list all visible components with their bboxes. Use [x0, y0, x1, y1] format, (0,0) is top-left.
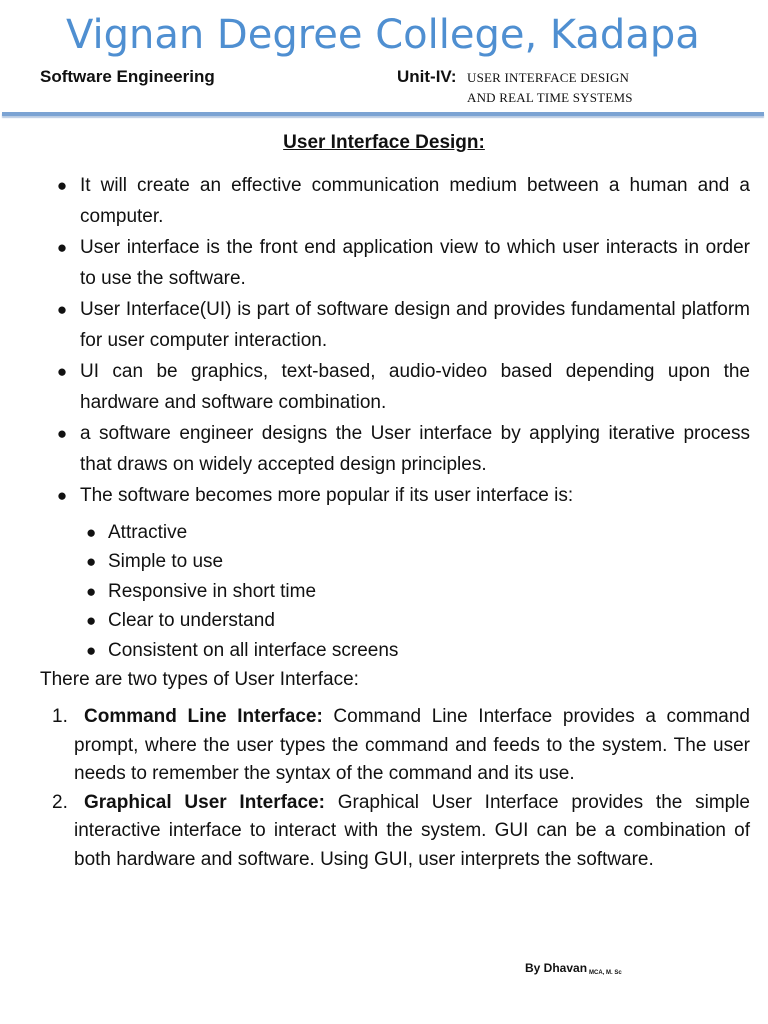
- bullet-dot-icon: ●: [86, 611, 97, 631]
- list-item-text: The software becomes more popular if its user interface is:: [80, 485, 574, 506]
- header-divider: [2, 112, 764, 116]
- list-item: [56, 170, 750, 232]
- author-name: By Dhavan: [525, 961, 588, 975]
- bullet-dot-icon: ●: [56, 176, 68, 195]
- quality-item: [86, 636, 686, 665]
- quality-text: Responsive in short time: [108, 580, 317, 602]
- section-heading: User Interface Design:: [283, 132, 485, 153]
- list-item-text: a software engineer designs the User interface by applying iterative process that draws on widely accepted design principles.: [80, 423, 750, 475]
- list-item: [56, 356, 750, 418]
- footer-author: [525, 960, 622, 981]
- bullet-dot-icon: ●: [86, 552, 97, 572]
- bullet-dot-icon: ●: [56, 486, 68, 505]
- item-term: Graphical User Interface:: [84, 791, 325, 813]
- course-name: Software Engineering: [40, 67, 215, 86]
- list-item-text: User Interface(UI) is part of software design and provides fundamental platform for user computer interaction.: [80, 299, 750, 351]
- quality-item: [86, 606, 686, 635]
- list-item-text: UI can be graphics, text-based, audio-video based depending upon the hardware and software combination.: [80, 361, 750, 413]
- types-intro: There are two types of User Interface:: [40, 669, 359, 690]
- bullet-dot-icon: ●: [86, 581, 97, 601]
- quality-text: Consistent on all interface screens: [108, 639, 399, 661]
- list-item: [56, 418, 750, 480]
- quality-text: Attractive: [108, 522, 188, 543]
- item-term: Command Line Interface:: [84, 706, 323, 727]
- item-number: 1.: [52, 706, 68, 727]
- unit-title-line-2: AND REAL TIME SYSTEMS: [467, 90, 633, 105]
- quality-text: Clear to understand: [108, 610, 275, 632]
- quality-text: Simple to use: [108, 551, 224, 573]
- author-qualifications: MCA, M. Sc: [589, 970, 622, 976]
- interface-type-item: [48, 703, 750, 789]
- unit-title-line-1: USER INTERFACE DESIGN: [467, 70, 630, 85]
- bullet-dot-icon: ●: [56, 424, 68, 443]
- quality-item: [86, 547, 686, 576]
- item-number: 2.: [52, 791, 68, 813]
- list-item: [56, 294, 750, 356]
- bullet-dot-icon: ●: [56, 362, 68, 381]
- list-item-text: User interface is the front end application view to which user interacts in order to use the software.: [80, 237, 750, 289]
- interface-types-list: [48, 703, 750, 874]
- unit-label: Unit-IV:: [397, 67, 457, 86]
- bullet-dot-icon: ●: [56, 300, 68, 319]
- list-item-text: It will create an effective communication medium between a human and a computer.: [80, 175, 750, 227]
- main-bullet-list: [56, 170, 750, 511]
- bullet-dot-icon: ●: [86, 523, 97, 542]
- qualities-list: [86, 518, 686, 665]
- item-description: Command Line Interface provides a command prompt, where the user types the command and feeds to the system. The user needs to remember the syntax of the command and its use.: [74, 706, 750, 784]
- quality-item: [86, 577, 686, 606]
- bullet-dot-icon: ●: [56, 238, 68, 257]
- college-title: Vignan Degree College, Kadapa: [66, 12, 700, 58]
- item-description: Graphical User Interface provides the simple interactive interface to interact with the system. GUI can be a combination of both hardware and software. Using GUI, user interprets the software.: [74, 791, 751, 870]
- list-item: [56, 232, 750, 294]
- quality-item: [86, 518, 686, 547]
- list-item: [56, 480, 750, 511]
- bullet-dot-icon: ●: [86, 640, 97, 660]
- page-header: [0, 0, 768, 120]
- interface-type-item: [48, 789, 750, 875]
